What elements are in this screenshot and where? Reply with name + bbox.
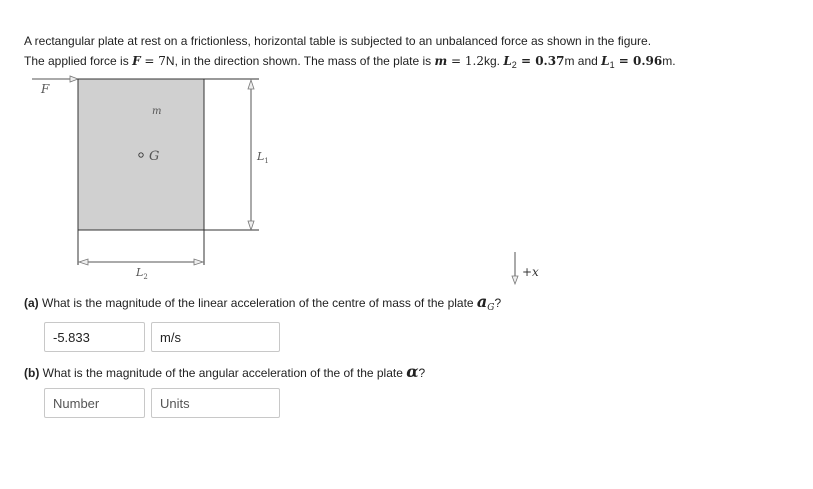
- l1-arrow-top: [248, 80, 254, 89]
- answer-a-units-input[interactable]: [151, 322, 280, 352]
- problem-text-1: A rectangular plate at rest on a frictionless, horizontal table is subjected to an unbalanced force as shown in the figure.: [24, 34, 652, 48]
- force-unit-text: N, in the direction shown. The mass of the plate is: [165, 54, 435, 68]
- mass-value: = 1.2: [447, 54, 484, 68]
- l2-symbol: L: [503, 54, 512, 68]
- axis-label: +x: [522, 265, 539, 279]
- force-arrow-head: [70, 76, 78, 82]
- answer-b-units-input[interactable]: [151, 388, 280, 418]
- force-value: = 7: [140, 54, 166, 68]
- question-b-symbol: α: [406, 362, 419, 381]
- question-a-end: ?: [494, 296, 502, 310]
- l2-unit-text: m and: [564, 54, 602, 68]
- l2-label: $L_2$: [136, 266, 148, 281]
- question-a-text: What is the magnitude of the linear acceleration of the centre of mass of the plate: [38, 296, 477, 310]
- question-a: [24, 292, 501, 313]
- l1-unit-text: m.: [662, 54, 676, 68]
- answer-a-number-input[interactable]: [44, 322, 145, 352]
- mass-label: m: [152, 106, 162, 117]
- l2-value: = 0.37: [516, 54, 565, 68]
- question-a-label: (a): [24, 296, 39, 310]
- question-a-subscript: G: [487, 303, 495, 313]
- l1-label: $L_1$: [257, 150, 269, 165]
- problem-text-2a: The applied force is: [24, 54, 133, 68]
- question-b: [24, 362, 425, 382]
- force-symbol: F: [132, 54, 141, 68]
- plate: [78, 79, 204, 230]
- cg-label: G: [149, 149, 160, 164]
- question-b-label: (b): [24, 366, 40, 380]
- l2-subscript: 2: [511, 60, 517, 70]
- l1-subscript: 1: [609, 60, 615, 70]
- l1-symbol: L: [601, 54, 610, 68]
- l1-arrow-bottom: [248, 221, 254, 230]
- axis-arrow-head: [512, 276, 518, 284]
- l1-value: = 0.96: [614, 54, 663, 68]
- question-b-end: ?: [418, 366, 426, 380]
- answer-b-number-input[interactable]: [44, 388, 145, 418]
- l2-arrow-right: [194, 259, 203, 265]
- question-a-symbol: a: [476, 292, 488, 311]
- mass-unit-text: kg.: [484, 54, 504, 68]
- question-b-text: What is the magnitude of the angular acceleration of the of the plate: [39, 366, 407, 380]
- l2-arrow-left: [79, 259, 88, 265]
- force-label: F: [41, 82, 50, 96]
- mass-symbol: m: [434, 54, 448, 68]
